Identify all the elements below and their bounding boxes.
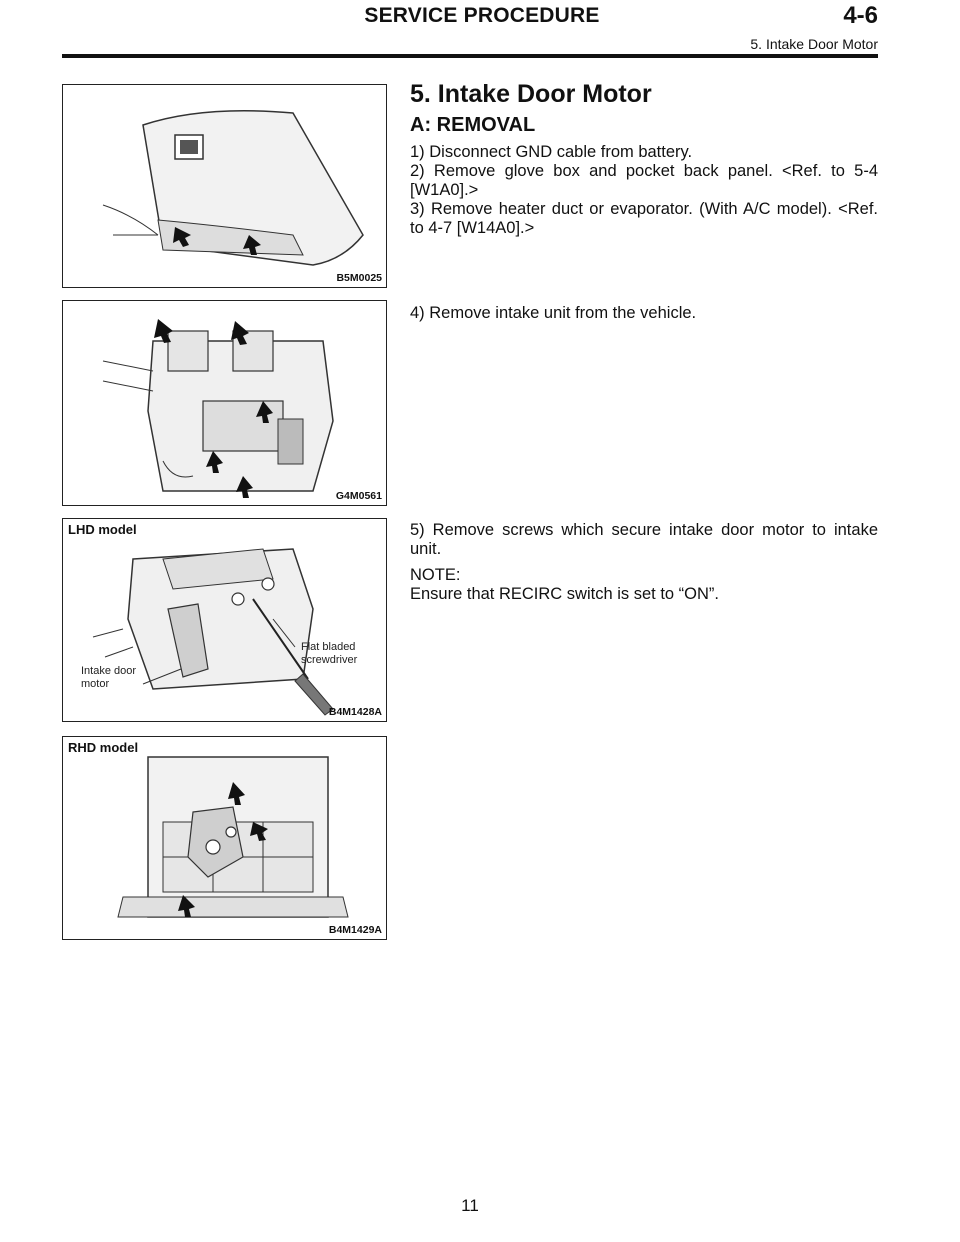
figure-glove-box [62, 84, 387, 288]
figure-lhd-model [62, 518, 387, 722]
step-1: 1) Disconnect GND cable from battery. [410, 143, 693, 161]
section-heading: 5. Intake Door Motor [410, 80, 652, 108]
header-subtitle: 5. Intake Door Motor [750, 36, 878, 52]
figure-model-label: RHD model [68, 740, 139, 755]
rhd-intake-door-motor-illustration [63, 737, 387, 940]
figure-rhd-model [62, 736, 387, 940]
figure-code: B4M1429A [328, 924, 382, 936]
page-number: 11 [461, 1196, 479, 1215]
figure-code: B5M0025 [336, 272, 382, 284]
step-2: 2) Remove glove box and pocket back panel. <Ref. to 5-4 [W1A0].> [410, 162, 878, 199]
figure-code: G4M0561 [335, 490, 382, 502]
steps-block-3 [410, 521, 878, 559]
lhd-intake-door-motor-illustration [63, 519, 387, 722]
figure-model-label: LHD model [68, 522, 137, 537]
note-block [410, 566, 878, 604]
intake-unit-illustration [63, 301, 387, 506]
header-divider [62, 54, 878, 58]
removal-subheading: A: REMOVAL [410, 114, 536, 136]
glove-box-illustration [63, 85, 387, 288]
callout-flat-bladed-screwdriver: Flat bladed screwdriver [301, 641, 358, 666]
section-number: 4-6 [843, 2, 878, 29]
header-title: SERVICE PROCEDURE [364, 4, 600, 27]
step-4: 4) Remove intake unit from the vehicle. [410, 304, 697, 322]
steps-block-2 [410, 304, 878, 323]
note-label: NOTE: [410, 566, 461, 584]
section-heading-block [410, 80, 878, 109]
step-5: 5) Remove screws which secure intake door motor to intake unit. [410, 521, 878, 558]
callout-intake-door-motor: Intake door motor [81, 665, 137, 690]
steps-block-1 [410, 143, 878, 238]
figure-code: B4M1428A [328, 706, 382, 718]
step-3: 3) Remove heater duct or evaporator. (With A/C model). <Ref. to 4-7 [W14A0].> [410, 200, 878, 237]
figure-intake-unit [62, 300, 387, 506]
note-text: Ensure that RECIRC switch is set to “ON”. [410, 585, 719, 603]
subheading-block [410, 114, 878, 137]
